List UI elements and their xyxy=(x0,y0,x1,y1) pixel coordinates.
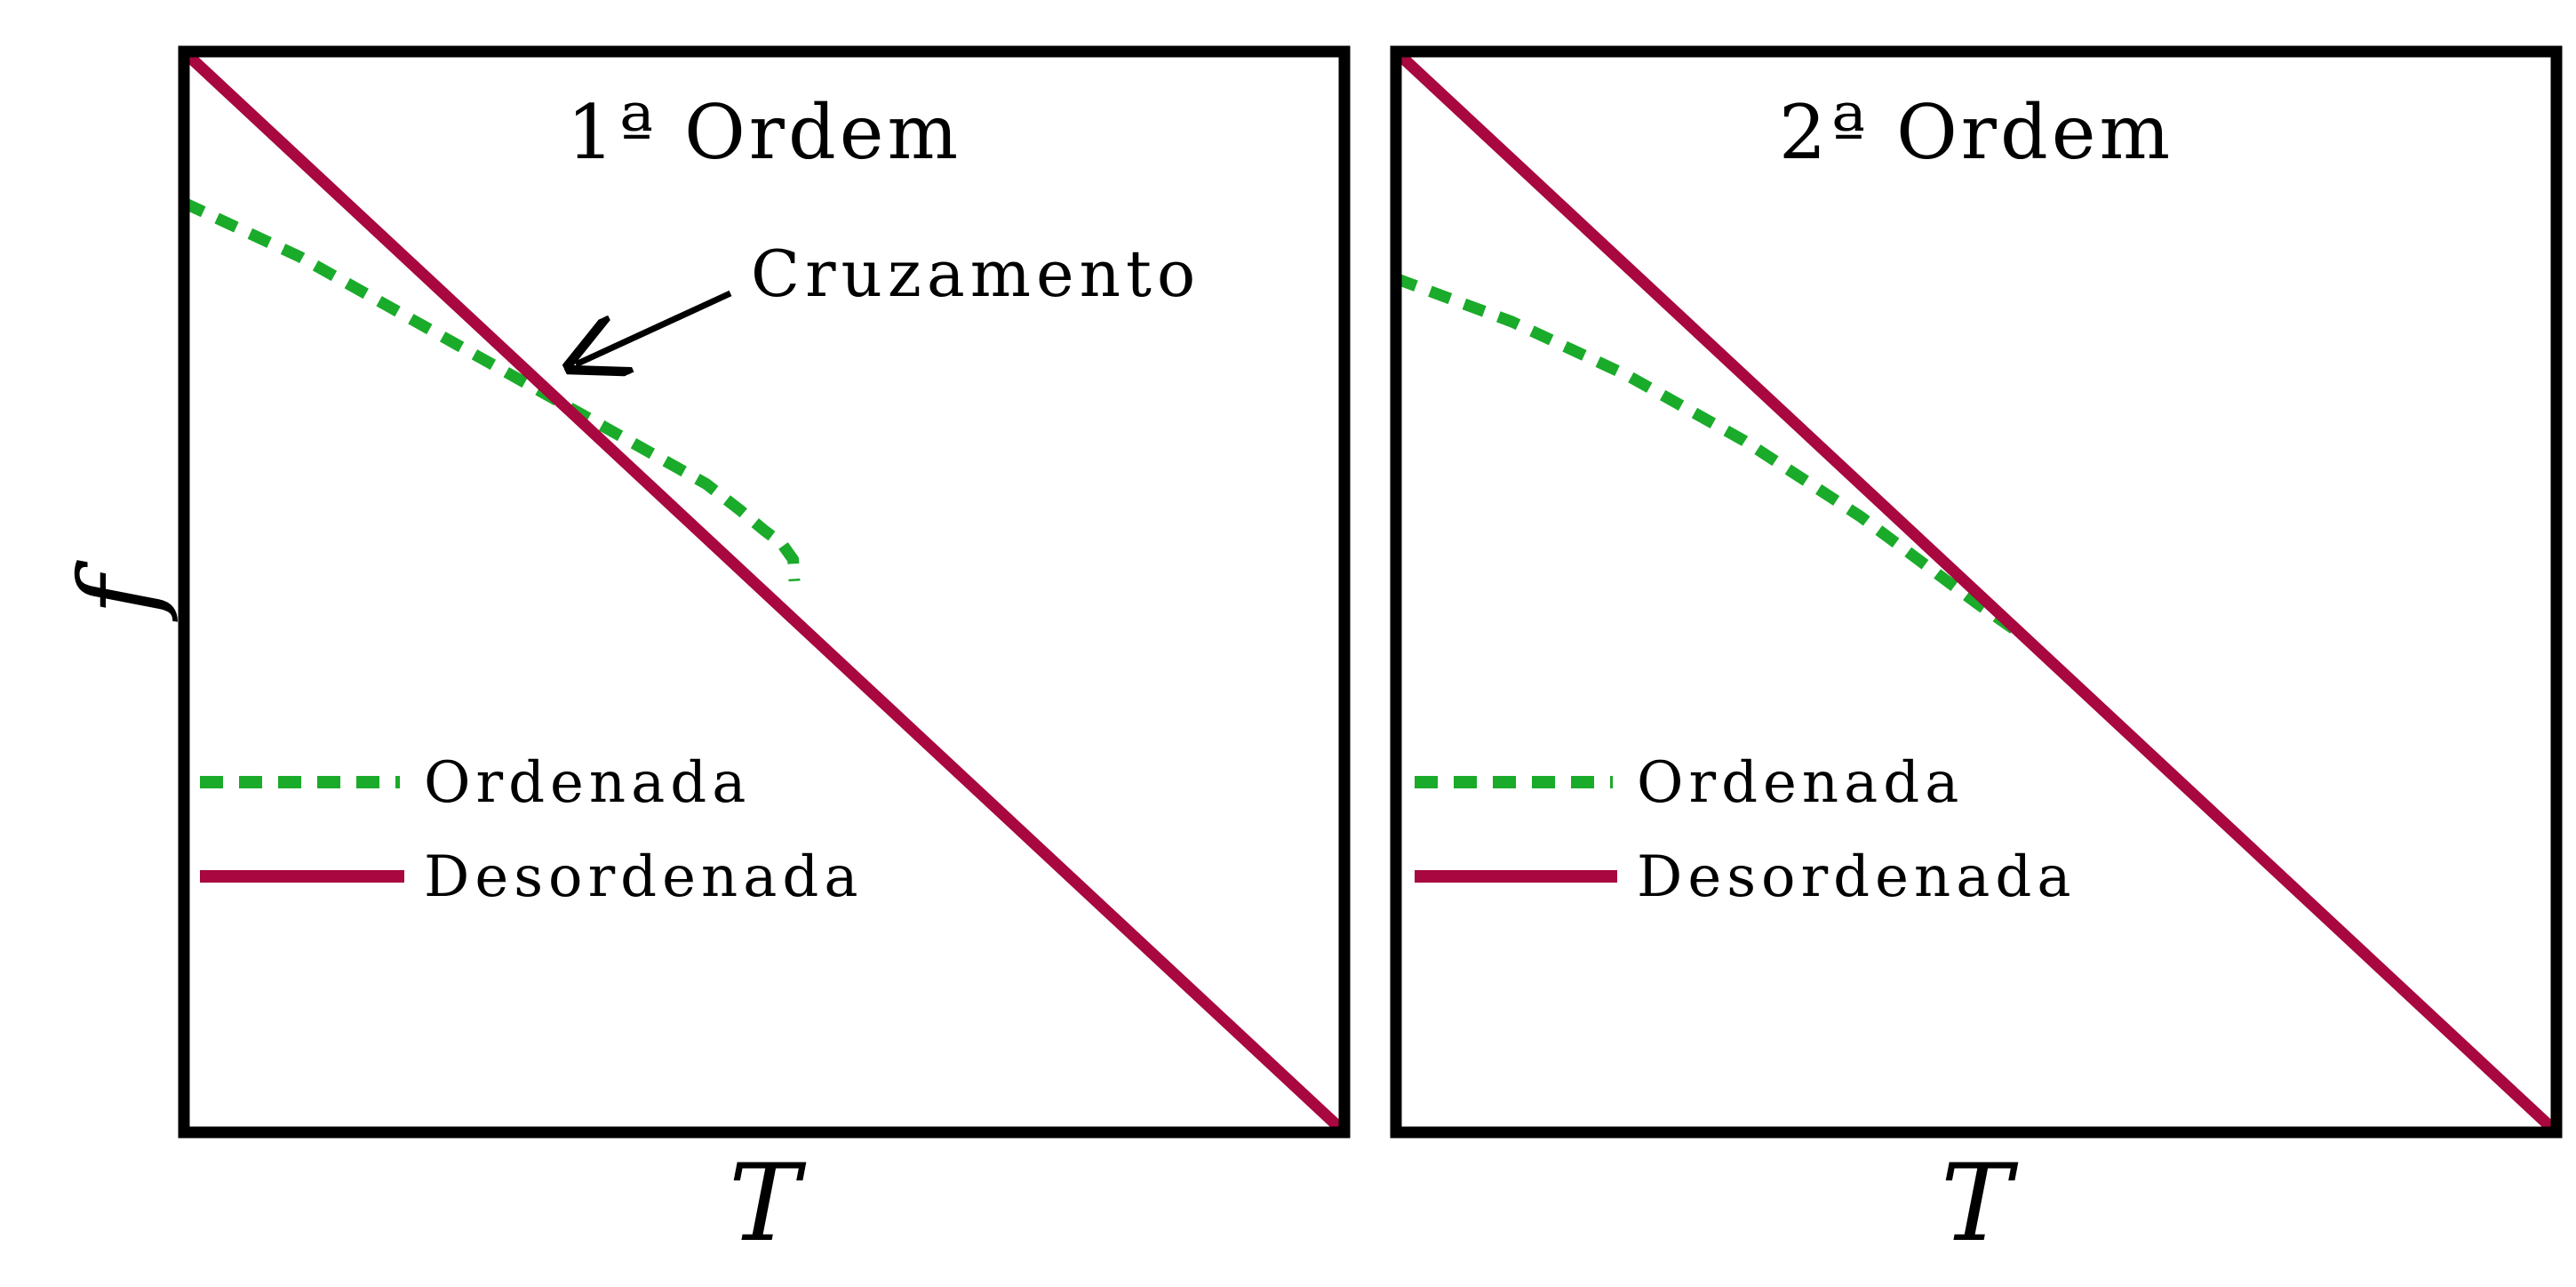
chart-title: 1ª Ordem xyxy=(566,89,962,176)
x-axis-label: T xyxy=(1940,1142,2013,1266)
annotation-cruzamento xyxy=(576,236,1200,364)
legend-label-desordenada: Desordenada xyxy=(424,844,864,910)
legend-label-ordenada: Ordenada xyxy=(424,750,752,816)
x-axis-label: T xyxy=(728,1142,801,1266)
y-axis-label: f xyxy=(58,575,181,616)
legend-label-desordenada: Desordenada xyxy=(1637,844,2077,910)
series-layer xyxy=(1396,52,2556,1132)
series-layer xyxy=(184,52,1344,1132)
annotation-arrow xyxy=(576,293,730,364)
series-line-ordenada xyxy=(184,203,794,581)
legend-label-ordenada: Ordenada xyxy=(1637,750,1965,816)
annotation-label: Cruzamento xyxy=(751,236,1201,311)
legend xyxy=(200,750,864,910)
series-line-desordenada xyxy=(184,52,1344,1132)
legend xyxy=(1415,750,2077,910)
chart-panel-first-order xyxy=(58,52,1344,1266)
chart-title: 2ª Ordem xyxy=(1778,89,2174,176)
chart-panel-second-order xyxy=(1396,52,2556,1266)
series-line-ordenada xyxy=(1396,278,2022,635)
series-line-desordenada xyxy=(1396,52,2556,1132)
